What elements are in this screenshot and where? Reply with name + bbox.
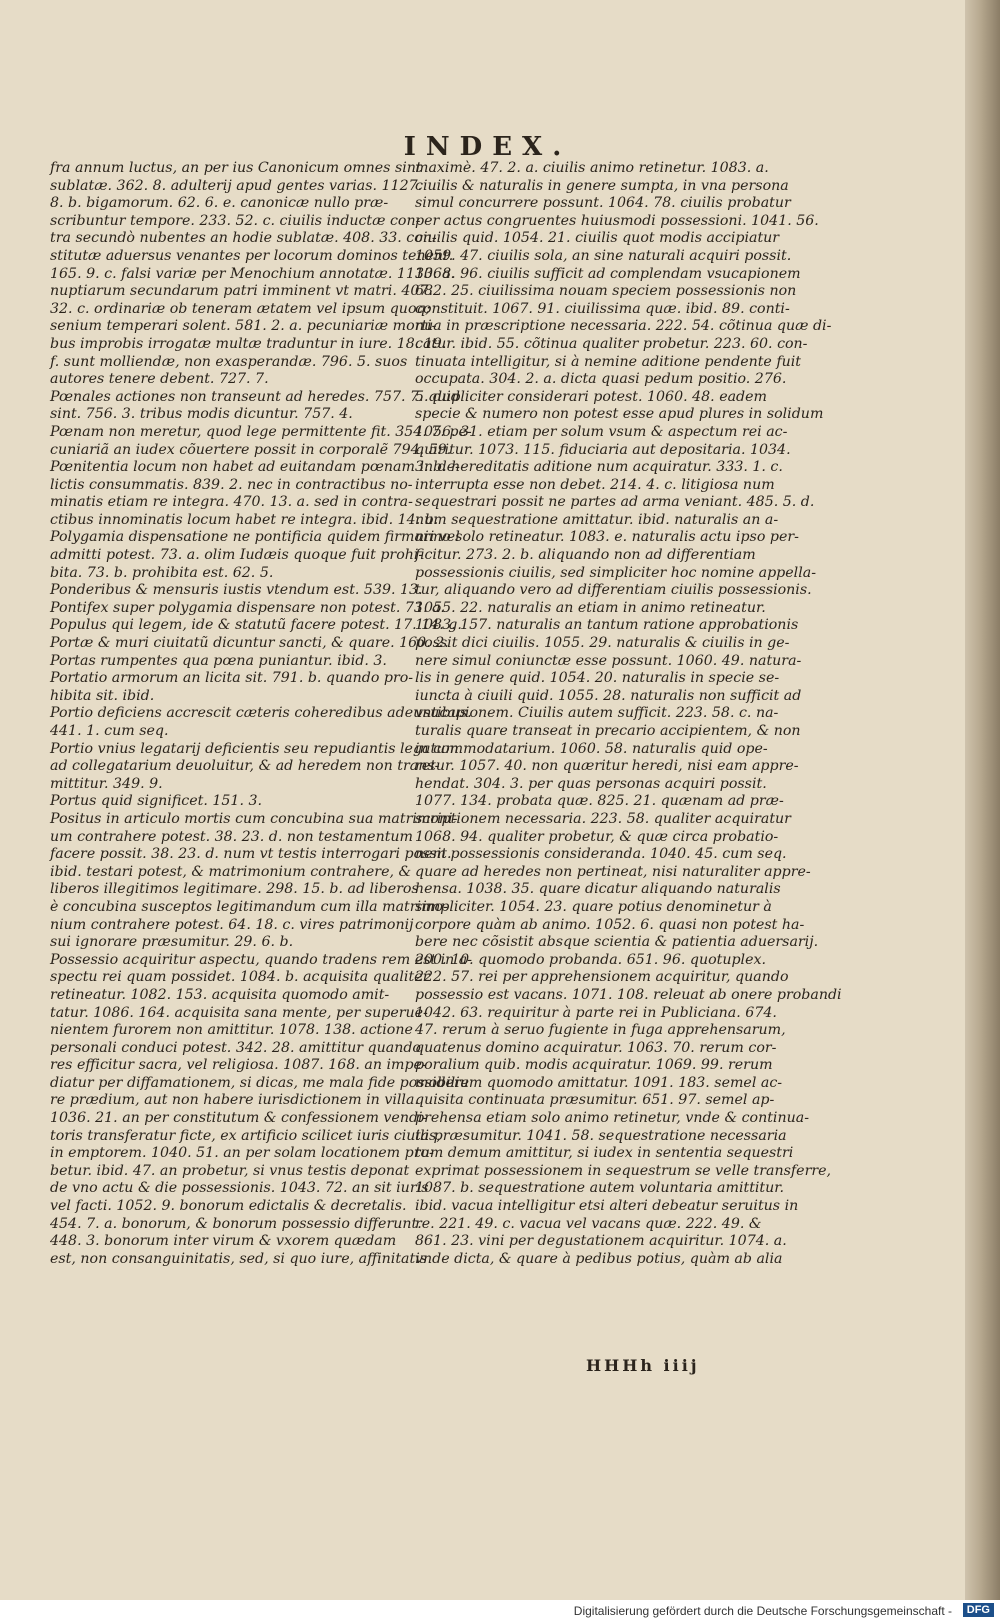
index-line: scribuntur tempore. 233. 52. c. ciuilis inductæ con- (50, 212, 421, 229)
index-line: exprimat possessionem in sequestrum se velle transferre, (415, 1162, 832, 1179)
index-line: tatur. 1086. 164. acquisita sana mente, per superue- (50, 1004, 428, 1021)
index-line: 1068. 94. qualiter probetur, & quæ circa probatio- (415, 828, 779, 845)
index-line: Portatio armorum an licita sit. 791. b. quando pro- (50, 670, 414, 687)
index-line: nientem furorem non amittitur. 1078. 138. actione (50, 1022, 413, 1039)
index-line: 32. c. ordinariæ ob teneram ætatem vel ipsum quoq; (50, 300, 431, 317)
index-line: nimo solo retineatur. 1083. e. naturalis actu ipso per- (415, 529, 799, 546)
index-line: res efficitur sacra, vel religiosa. 1087. 168. an impe- (50, 1057, 427, 1074)
index-line: nium contrahere potest. 64. 18. c. vires patrimonij (50, 916, 414, 933)
index-line: ficitur. 273. 2. b. aliquando non ad differentiam (415, 547, 756, 564)
index-line: in emptorem. 1040. 51. an per solam locationem pro- (50, 1145, 434, 1162)
index-line: stitutæ aduersus venantes per locorum dominos tenent. (50, 247, 454, 264)
index-line: betur. ibid. 47. an probetur, si vnus testis deponat (50, 1162, 410, 1179)
index-line: constituit. 1067. 91. ciuilissima quæ. ibid. 89. conti- (415, 300, 790, 317)
index-line: simpliciter. 1054. 23. quare potius denominetur à (415, 898, 772, 915)
index-line: ibid. testari potest, & matrimonium contrahere, & (50, 863, 412, 880)
index-line: mobilium quomodo amittatur. 1091. 183. semel ac- (415, 1074, 783, 1091)
index-line: poralium quib. modis acquiratur. 1069. 99. rerum (415, 1057, 773, 1074)
index-line: per actus congruentes huiusmodi possessioni. 1041. 56. (415, 212, 819, 229)
index-line: 454. 7. a. bonorum, & bonorum possessio differunt. (50, 1215, 422, 1232)
index-line: est, non consanguinitatis, sed, si quo iure, affinitatis (50, 1250, 428, 1267)
index-line: hibita sit. ibid. (50, 687, 155, 704)
index-line: personali conduci potest. 342. 28. amittitur quando (50, 1039, 421, 1056)
index-line: Pœnam non meretur, quod lege permittente fit. 354. 7. pe- (50, 423, 472, 440)
index-line: quiritur. 1073. 115. fiduciaria aut depositaria. 1034. (415, 441, 791, 458)
index-line: 1056. 31. etiam per solum vsum & aspectum rei ac- (415, 423, 788, 440)
index-line: num sequestratione amittatur. ibid. naturalis an a- (415, 511, 779, 528)
index-line: Pœnitentia locum non habet ad euitandam pœnam in de- (50, 459, 460, 476)
index-line: de vno actu & die possessionis. 1043. 72. an sit iuris (50, 1180, 429, 1197)
index-line: toris transferatur ficte, ex artificio scilicet iuris ciuilis, (50, 1127, 441, 1144)
index-line: Portæ & muri ciuitatũ dicuntur sancti, & quare. 160. 2. (50, 635, 449, 652)
index-line: 1055. 22. naturalis an etiam in animo retineatur. (415, 599, 766, 616)
index-line: admitti potest. 73. a. olim Iudæis quoque fuit prohi- (50, 547, 424, 564)
index-line: vsucapionem. Ciuilis autem sufficit. 223. 58. c. na- (415, 705, 779, 722)
index-line: Portio deficiens accrescit cæteris coheredibus adeuntibus. (50, 705, 472, 722)
index-line: vel facti. 1052. 9. bonorum edictalis & decretalis. (50, 1198, 407, 1215)
index-line: 1083. 157. naturalis an tantum ratione approbationis (415, 617, 799, 634)
index-line: Possessio acquiritur aspectu, quando tradens rem est in a- (50, 951, 473, 968)
index-line: 441. 1. cum seq. (50, 723, 169, 739)
index-line: nua in præscriptione necessaria. 222. 54. cõtinua quæ di- (415, 318, 832, 335)
index-line: Ponderibus & mensuris iustis vtendum est. 539. 13. (50, 582, 423, 599)
index-line: 222. 57. rei per apprehensionem acquiritur, quando (415, 969, 789, 986)
index-line: simul concurrere possunt. 1064. 78. ciuilis probatur (415, 195, 791, 212)
index-line: 47. rerum à seruo fugiente in fuga apprehensarum, (415, 1022, 786, 1039)
index-line: quatenus domino acquiratur. 1063. 70. rerum cor- (415, 1039, 777, 1056)
index-line: f. sunt molliendæ, non exasperandæ. 796. 5. suos (50, 353, 408, 370)
index-line: hendat. 304. 3. per quas personas acquiri possit. (415, 775, 767, 792)
index-line: liberos illegitimos legitimare. 298. 15. b. ad liberos (50, 881, 419, 898)
index-line: 448. 3. bonorum inter virum & vxorem quædam (50, 1233, 397, 1250)
index-line: hensa. 1038. 35. quare dicatur aliquando naturalis (415, 881, 781, 898)
index-line: minatis etiam re integra. 470. 13. a. sed in contra- (50, 494, 413, 511)
index-line: 200. 10. quomodo probanda. 651. 96. quotuplex. (415, 951, 767, 968)
index-line: facere possit. 38. 23. d. num vt testis interrogari possit. (50, 846, 452, 863)
index-line: Portus quid significet. 151. 3. (50, 793, 263, 810)
index-line: nere simul coniunctæ esse possunt. 1060. 49. natura- (415, 652, 802, 669)
left-column (50, 160, 473, 1268)
index-line: mittitur. 349. 9. (50, 775, 163, 792)
index-line: possit dici ciuilis. 1055. 29. naturalis & ciuilis in ge- (415, 635, 790, 652)
index-line: fra annum luctus, an per ius Canonicum omnes sint (50, 160, 422, 176)
index-line: re prædium, aut non habere iurisdictionem in villa. (50, 1092, 419, 1109)
index-line: re. 221. 49. c. vacua vel vacans quæ. 222. 49. & (415, 1215, 762, 1232)
index-line: 1087. b. sequestratione autem voluntaria amittitur. (415, 1180, 784, 1197)
index-line: occupata. 304. 2. a. dicta quasi pedum positio. 276. (415, 371, 787, 388)
index-line: 165. 9. c. falsi variæ per Menochium annotatæ. 1133. a. (50, 265, 456, 282)
index-line: Pœnales actiones non transeunt ad heredes. 757. 7. quid (50, 388, 460, 405)
index-line: 5. dupliciter considerari potest. 1060. 48. eadem (415, 388, 767, 405)
index-line: Populus qui legem, ide & statutũ facere potest. 17. 14. g. (50, 617, 462, 634)
index-line: cuniariã an iudex cõuertere possit in corporalẽ 794. 59. (50, 441, 452, 458)
index-line: ciuilis & naturalis in genere sumpta, in vna persona (415, 177, 789, 194)
index-line: iuncta à ciuili quid. 1055. 28. naturalis non sufficit ad (415, 687, 802, 704)
index-line: bus improbis irrogatæ multæ traduntur in iure. 18. 19. (50, 335, 447, 352)
index-line: 1068. 96. ciuilis sufficit ad complendam vsucapionem (415, 265, 801, 282)
index-line: retineatur. 1082. 153. acquisita quomodo amit- (50, 986, 390, 1003)
index-line: ciuilis quid. 1054. 21. ciuilis quot modis accipiatur (415, 230, 780, 247)
index-line: possessio est vacans. 1071. 108. releuat ab onere probandi (415, 986, 842, 1003)
index-line: interrupta esse non debet. 214. 4. c. litigiosa num (415, 476, 775, 493)
index-line: um contrahere potest. 38. 23. d. non testamentum (50, 828, 414, 845)
index-line: in commodatarium. 1060. 58. naturalis quid ope- (415, 740, 768, 757)
index-line: Portas rumpentes qua pœna puniantur. ibid. 3. (50, 652, 387, 669)
index-line: spectu rei quam possidet. 1084. b. acquisita qualiter (50, 969, 430, 986)
index-line: sublatæ. 362. 8. adulterij apud gentes varias. 1127. (50, 177, 423, 194)
index-line: possessionis ciuilis, sed simpliciter hoc nomine appella- (415, 564, 816, 581)
index-line: specie & numero non potest esse apud plures in solidum (415, 406, 824, 423)
index-line: ibid. vacua intelligitur etsi alteri debeatur seruitus in (415, 1198, 799, 1215)
footer-credit: Digitalisierung gefördert durch die Deutsche Forschungsgemeinschaft - (573, 1604, 952, 1618)
index-line: quisita continuata præsumitur. 651. 97. semel ap- (415, 1092, 775, 1109)
index-line: corpore quàm ab animo. 1052. 6. quasi non potest ha- (415, 916, 805, 933)
index-line: 682. 25. ciuilissima nouam speciem possessionis non (415, 283, 797, 300)
index-line: Pontifex super polygamia dispensare non potest. 73. a. (50, 599, 445, 616)
index-line: senium temperari solent. 581. 2. a. pecuniariæ morti- (50, 318, 437, 335)
index-line: prehensa etiam solo animo retinetur, vnde & continua- (415, 1110, 809, 1127)
index-line: scriptionem necessaria. 223. 58. qualiter acquiratur (415, 810, 791, 827)
footer-bar (0, 1600, 1000, 1622)
index-line: catur. ibid. 55. cõtinua qualiter probetur. 223. 60. con- (415, 335, 808, 352)
dfg-logo: DFG (963, 1603, 994, 1617)
page-edge (965, 0, 1000, 1622)
index-line: tum demum amittitur, si iudex in sententia sequestri (415, 1145, 794, 1162)
index-line: 861. 23. vini per degustationem acquiritur. 1074. a. (415, 1233, 787, 1250)
index-line: ta præsumitur. 1041. 58. sequestratione necessaria (415, 1127, 787, 1144)
right-column (415, 160, 842, 1268)
index-line: tur, aliquando vero ad differentiam ciuilis possessionis. (415, 582, 812, 599)
index-line: bita. 73. b. prohibita est. 62. 5. (50, 564, 274, 581)
index-line: tra secundò nubentes an hodie sublatæ. 408. 33. con- (50, 230, 437, 247)
index-line: ctibus innominatis locum habet re integra. ibid. 14. b. (50, 511, 439, 528)
index-line: quare ad heredes non pertineat, nisi naturaliter appre- (415, 863, 811, 880)
index-line: autores tenere debent. 727. 7. (50, 371, 269, 388)
index-line: sui ignorare præsumitur. 29. 6. b. (50, 934, 294, 951)
index-line: diatur per diffamationem, si dicas, me mala fide possidere (50, 1074, 470, 1091)
index-line: 1077. 134. probata quæ. 825. 21. quænam ad præ- (415, 793, 784, 810)
index-line: 1059. 47. ciuilis sola, an sine naturali acquiri possit. (415, 247, 792, 264)
signature-mark: HHHh iiij (586, 1356, 700, 1375)
index-line: maximè. 47. 2. a. ciuilis animo retinetur. 1083. a. (415, 160, 769, 176)
index-line: tinuata intelligitur, si à nemine aditione pendente fuit (415, 353, 801, 370)
index-line: bere nec cõsistit absque scientia & patientia aduersarij. (415, 934, 819, 951)
index-line: ad collegatarium deuoluitur, & ad heredem non trans- (50, 758, 440, 775)
index-line: sint. 756. 3. tribus modis dicuntur. 757. 4. (50, 406, 353, 423)
index-line: nem possessionis consideranda. 1040. 45. cum seq. (415, 846, 787, 863)
index-line: nuptiarum secundarum patri imminent vt matri. 407. (50, 283, 433, 300)
index-line: Portio vnius legatarij deficientis seu repudiantis legatum (50, 740, 459, 757)
page-title: INDEX. (403, 132, 572, 162)
index-line: Positus in articulo mortis cum concubina sua matrimoni- (50, 810, 458, 827)
index-line: vnde dicta, & quare à pedibus potius, quàm ab alia (415, 1250, 783, 1267)
index-line: è concubina susceptos legitimandum cum illa matrimo- (50, 898, 448, 915)
index-line: 8. b. bigamorum. 62. 6. e. canonicæ nullo præ- (50, 195, 389, 212)
index-line: sequestrari possit ne partes ad arma veniant. 485. 5. d. (415, 494, 815, 511)
index-line: 1036. 21. an per constitutum & confessionem vendi- (50, 1110, 428, 1127)
index-line: Polygamia dispensatione ne pontificia quidem firmari vel (50, 529, 460, 546)
index-line: turalis quare transeat in precario accipientem, & non (415, 723, 801, 739)
index-line: retur. 1057. 40. non quæritur heredi, nisi eam appre- (415, 758, 799, 775)
index-line: lictis consummatis. 839. 2. nec in contractibus no- (50, 476, 413, 493)
index-line: lis in genere quid. 1054. 20. naturalis in specie se- (415, 670, 780, 687)
index-line: 3. b. hereditatis aditione num acquiratur. 333. 1. c. (415, 459, 783, 476)
index-line: 1042. 63. requiritur à parte rei in Publiciana. 674. (415, 1004, 777, 1021)
